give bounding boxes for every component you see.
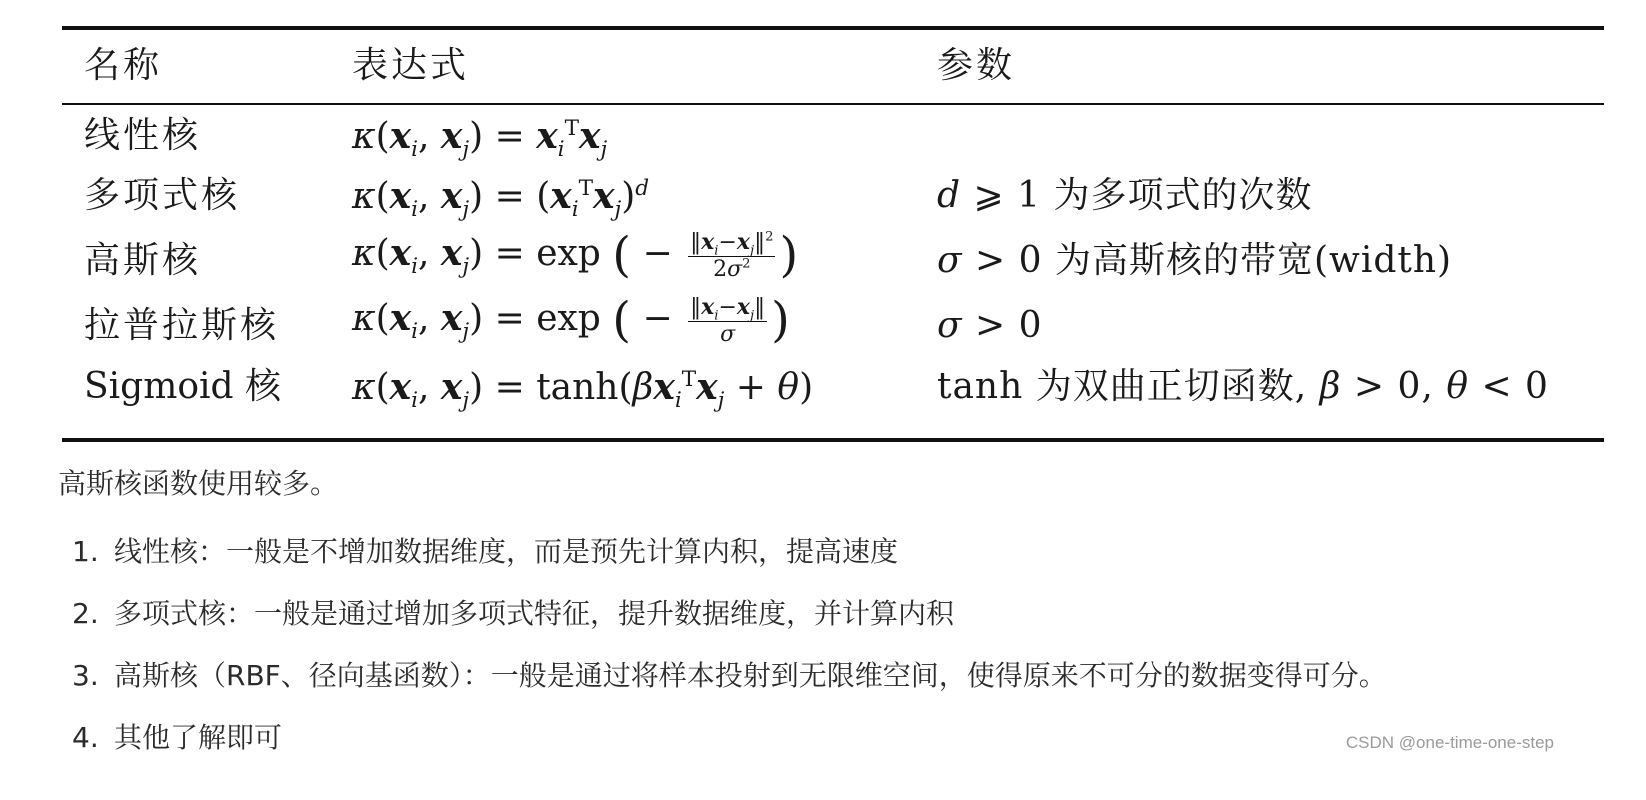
row-gaussian-expression: $\kappa(x_i$, $x_j) = \exp$ ( − $\frac{‖x_i-x_j‖^2}{2\sigma^2}$ ) <box>352 227 799 283</box>
list-item-number: 4. <box>72 721 99 754</box>
row-sigmoid-params-text: 为双曲正切函数, <box>1035 366 1308 407</box>
header-name: 名称 <box>84 45 163 86</box>
list-item-text: 多项式核：一般是通过增加多项式特征，提升数据维度，并计算内积 <box>114 597 955 630</box>
list-item <box>72 720 1387 782</box>
list-item-number: 2. <box>72 597 99 630</box>
row-gaussian-name: 高斯核 <box>84 240 202 281</box>
row-polynomial-params: d ⩾ 1 为多项式的次数 <box>937 175 1313 216</box>
row-sigmoid-name: Sigmoid 核 <box>84 366 282 407</box>
row-linear-expression: $\kappa(x_i$, $x_j) = x_i^Tx_j$ <box>352 115 608 163</box>
header-params: 参数 <box>937 45 1016 86</box>
row-laplacian-name: 拉普拉斯核 <box>84 305 280 346</box>
table-bottom-rule <box>62 438 1604 442</box>
kernel-notes-list <box>72 534 1387 782</box>
table-top-rule <box>62 26 1604 30</box>
row-laplacian-params: σ > 0 <box>937 305 1043 346</box>
kernel-function-table <box>62 26 1604 442</box>
list-item <box>72 534 1387 596</box>
row-linear-name: 线性核 <box>84 115 202 156</box>
header-expression: 表达式 <box>352 45 470 86</box>
list-item-text: 高斯核（RBF、径向基函数）：一般是通过将样本投射到无限维空间，使得原来不可分的数据变得可分。 <box>114 659 1387 692</box>
row-sigmoid-expression: $\kappa(x_i$, $x_j) = \tanh(\beta x_i^Tx_j + \theta)$ <box>352 366 814 414</box>
row-polynomial-name: 多项式核 <box>84 175 241 216</box>
list-item <box>72 658 1387 720</box>
table-header-rule <box>62 103 1604 105</box>
list-item-text: 线性核：一般是不增加数据维度，而是预先计算内积，提高速度 <box>114 535 899 568</box>
list-item-text: 其他了解即可 <box>114 721 283 754</box>
row-gaussian-params: σ > 0 为高斯核的带宽(width) <box>937 240 1453 281</box>
list-item-number: 1. <box>72 535 99 568</box>
intro-paragraph: 高斯核函数使用较多。 <box>58 467 339 500</box>
row-polynomial-params-text: 为多项式的次数 <box>1053 175 1313 216</box>
list-item <box>72 596 1387 658</box>
row-sigmoid-params: tanh 为双曲正切函数, β > 0, θ < 0 <box>937 366 1549 407</box>
list-item-number: 3. <box>72 659 99 692</box>
csdn-watermark: CSDN @one-time-one-step <box>1345 733 1554 752</box>
row-polynomial-expression: $\kappa(x_i$, $x_j) = (x_i^Tx_j)^d$ <box>352 175 650 223</box>
row-gaussian-params-text: 为高斯核的带宽(width) <box>1054 240 1453 281</box>
row-laplacian-expression: $\kappa(x_i$, $x_j) = \exp$ ( − $\frac{‖x_i-x_j‖}{\sigma}$ ) <box>352 292 790 348</box>
